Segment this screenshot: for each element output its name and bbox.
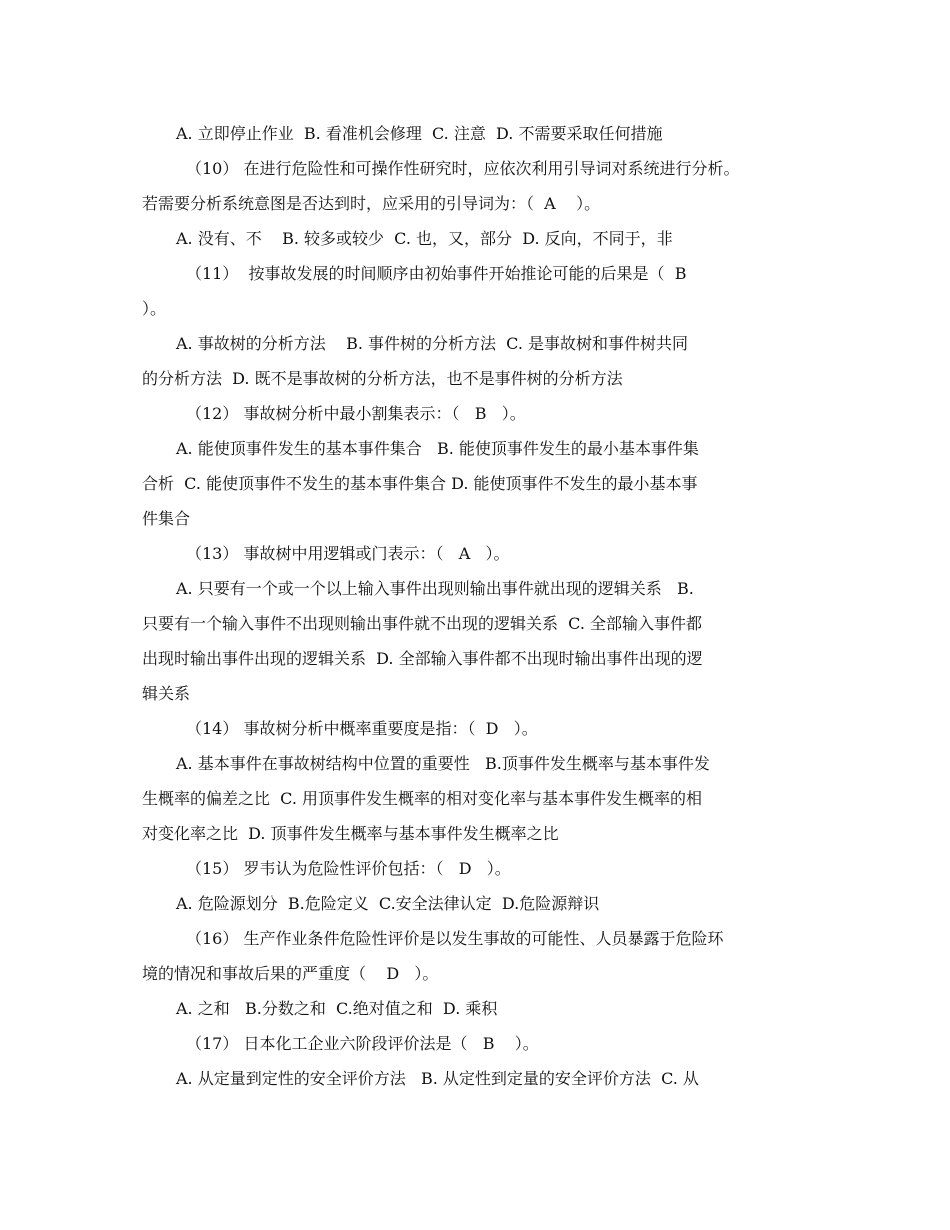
option-line-q12-3: 件集合	[142, 509, 191, 528]
question-12: （12） 事故树分析中最小割集表示：（ B ）。	[186, 404, 526, 423]
question-11-line-1: （11） 按事故发展的时间顺序由初始事件开始推论可能的后果是（ B	[186, 264, 687, 283]
option-line-q9: A. 立即停止作业 B. 看准机会修理 C. 注意 D. 不需要采取任何措施	[176, 124, 663, 143]
option-line-q15: A. 危险源划分 B.危险定义 C.安全法律认定 D.危险源辩识	[176, 894, 600, 913]
option-line-q13-4: 辑关系	[142, 684, 191, 703]
question-16-line-2: 境的情况和事故后果的严重度（ D ）。	[142, 964, 439, 983]
question-14: （14） 事故树分析中概率重要度是指：（ D ）。	[186, 719, 538, 738]
option-line-q10: A. 没有、不 B. 较多或较少 C. 也，又，部分 D. 反向，不同于，非	[176, 229, 673, 248]
option-line-q11-2: 的分析方法 D. 既不是事故树的分析方法，也不是事件树的分析方法	[142, 369, 623, 388]
option-line-q13-2: 只要有一个输入事件不出现则输出事件就不出现的逻辑关系 C. 全部输入事件都	[142, 614, 703, 633]
document-body	[142, 116, 814, 1096]
option-line-q14-3: 对变化率之比 D. 顶事件发生概率与基本事件发生概率之比	[142, 824, 559, 843]
option-line-q13-3: 出现时输出事件出现的逻辑关系 D. 全部输入事件都不出现时输出事件出现的逻	[142, 649, 703, 668]
option-line-q14-1: A. 基本事件在事故树结构中位置的重要性 B.顶事件发生概率与基本事件发	[176, 754, 710, 773]
option-line-q12-1: A. 能使顶事件发生的基本事件集合 B. 能使顶事件发生的最小基本事件集	[176, 439, 699, 458]
question-11-line-2: ）。	[142, 299, 167, 318]
question-16-line-1: （16） 生产作业条件危险性评价是以发生事故的可能性、人员暴露于危险环	[186, 929, 724, 948]
option-line-q12-2: 合析 C. 能使顶事件不发生的基本事件集合 D. 能使顶事件不发生的最小基本事	[142, 474, 698, 493]
question-13: （13） 事故树中用逻辑或门表示：（ A ）。	[186, 544, 510, 563]
question-10-line-2: 若需要分析系统意图是否达到时，应采用的引导词为：（ A ）。	[142, 194, 601, 213]
option-line-q11-1: A. 事故树的分析方法 B. 事件树的分析方法 C. 是事故树和事件树共同	[176, 334, 689, 353]
option-line-q16: A. 之和 B.分数之和 C.绝对值之和 D. 乘积	[176, 999, 498, 1018]
option-line-q17: A. 从定量到定性的安全评价方法 B. 从定性到定量的安全评价方法 C. 从	[176, 1069, 699, 1088]
question-10-line-1: （10） 在进行危险性和可操作性研究时，应依次利用引导词对系统进行分析。	[186, 159, 740, 178]
question-15: （15） 罗韦认为危险性评价包括：（ D ）。	[186, 859, 511, 878]
option-line-q13-1: A. 只要有一个或一个以上输入事件出现则输出事件就出现的逻辑关系 B.	[176, 579, 694, 598]
question-17: （17） 日本化工企业六阶段评价法是（ B ）。	[186, 1034, 539, 1053]
option-line-q14-2: 生概率的偏差之比 C. 用顶事件发生概率的相对变化率与基本事件发生概率的相	[142, 789, 703, 808]
